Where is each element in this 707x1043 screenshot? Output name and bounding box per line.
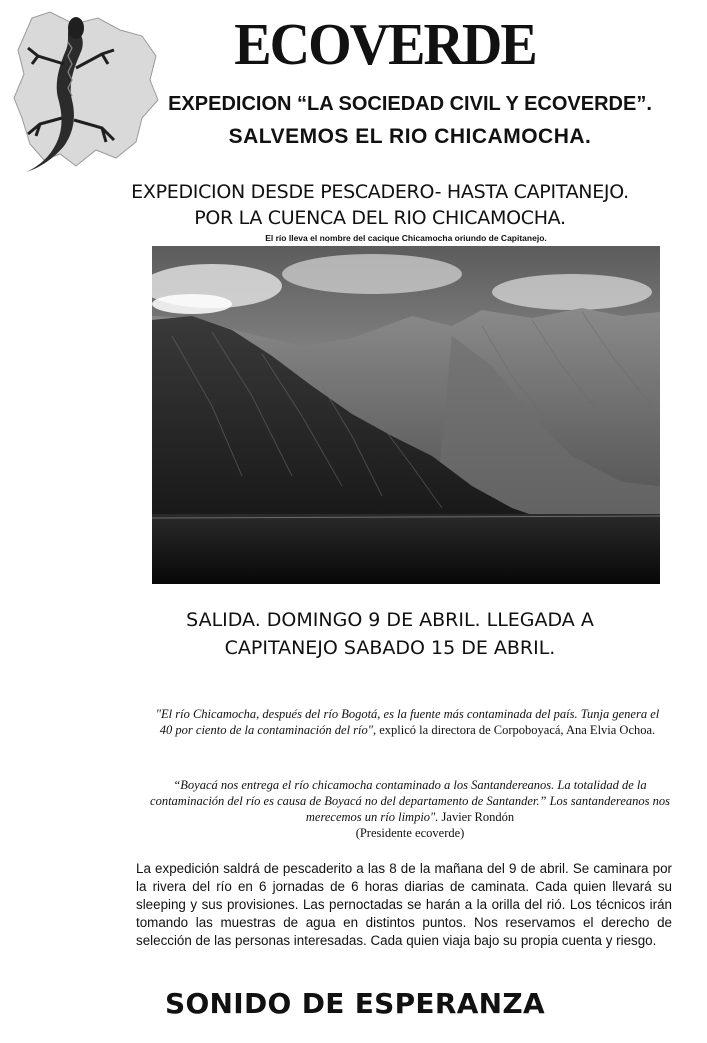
route-line-2: POR LA CUENCA DEL RIO CHICAMOCHA. xyxy=(194,207,566,229)
departure-line-1: SALIDA. DOMINGO 9 DE ABRIL. LLEGADA A xyxy=(186,609,594,631)
expedition-details: La expedición saldrá de pescaderito a las 8 de la mañana del 9 de abril. Se caminara por la rivera del río en 6 jornadas de 6 horas diarias de caminata. Cada quien llevará su sleeping y sus provisiones. Las pernoctadas se harán a la orilla del rió. Los técnicos irán tomando las muestras de agua en distintos puntos. Nos reservamos el derecho de selección de las personas interesadas. Cada quien viaja bajo su propia cuenta y riesgo. xyxy=(136,861,672,948)
departure-line-2: CAPITANEJO SABADO 15 DE ABRIL. xyxy=(224,637,556,659)
photo-caption: El río lleva el nombre del cacique Chicamocha oriundo de Capitanejo. xyxy=(265,233,547,243)
footer-tagline: SONIDO DE ESPERANZA xyxy=(164,987,545,1020)
brand-title: ECOVERDE xyxy=(234,12,536,78)
quote-rondon-text: “Boyacá nos entrega el río chicamocha contaminado a los Santandereanos. La totalidad de la contaminación del río es causa de Boyacá no del departamento de Santander.” Los santandereanos nos merecemos un río limpio". xyxy=(150,778,670,824)
lizard-logo-icon xyxy=(10,8,160,180)
route-line-1: EXPEDICION DESDE PESCADERO- HASTA CAPITANEJO. xyxy=(131,181,629,203)
quote-rondon-attribution: (Presidente ecoverde) xyxy=(355,826,465,840)
quote-corpoboyaca xyxy=(150,706,665,738)
mountain-canyon-photo xyxy=(152,246,660,584)
quote-corpoboyaca-text: "El río Chicamocha, después del río Bogotá, es la fuente más contaminada del país. Tunja genera el 40 por ciento de la contaminación del río" xyxy=(155,707,660,737)
expedition-title: EXPEDICION “LA SOCIEDAD CIVIL Y ECOVERDE”. xyxy=(168,93,652,115)
quote-rondon-author: Javier Rondón xyxy=(438,810,515,824)
slogan: SALVEMOS EL RIO CHICAMOCHA. xyxy=(228,125,592,148)
quote-corpoboyaca-source: , explicó la directora de Corpoboyacá, Ana Elvia Ochoa. xyxy=(373,723,656,737)
quote-rondon xyxy=(150,777,670,841)
